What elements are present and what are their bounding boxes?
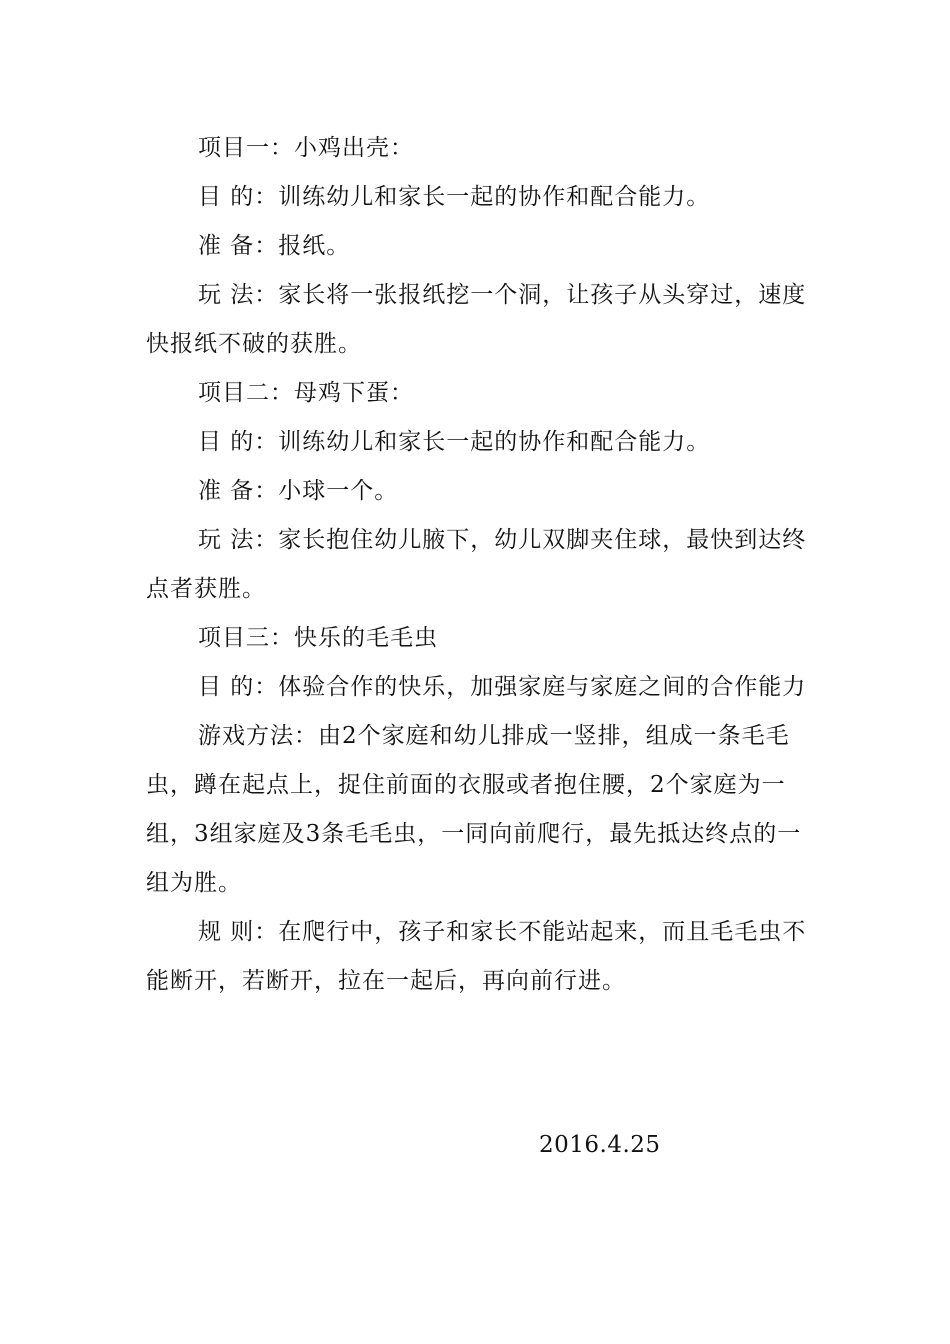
project-2-preparation: 准 备：小球一个。 bbox=[198, 478, 399, 504]
project-1-title: 项目一：小鸡出壳： bbox=[198, 135, 414, 161]
project-1-rules: 玩 法：家长将一张报纸挖一个洞，让孩子从头穿过，速度快报纸不破的获胜。 bbox=[146, 282, 807, 357]
project-1-goal: 目 的：训练幼儿和家长一起的协作和配合能力。 bbox=[198, 184, 711, 210]
project-3-title: 项目三：快乐的毛毛虫 bbox=[198, 625, 438, 651]
document-body bbox=[146, 124, 812, 1006]
project-3-goal: 目 的：体验合作的快乐，加强家庭与家庭之间的合作能力 bbox=[198, 674, 807, 700]
project-2-rules: 玩 法：家长抱住幼儿腋下，幼儿双脚夹住球，最快到达终点者获胜。 bbox=[146, 527, 807, 602]
project-2-goal: 目 的：训练幼儿和家长一起的协作和配合能力。 bbox=[198, 429, 711, 455]
project-3-method: 游戏方法：由2个家庭和幼儿排成一竖排，组成一条毛毛虫，蹲在起点上，捉住前面的衣服或者抱住腰，2个家庭为一组，3组家庭及3条毛毛虫，一同向前爬行，最先抵达终点的一组为胜。 bbox=[146, 723, 802, 896]
project-2-title: 项目二：母鸡下蛋： bbox=[198, 380, 414, 406]
project-3-rules: 规 则：在爬行中，孩子和家长不能站起来，而且毛毛虫不能断开，若断开，拉在一起后，再向前行进。 bbox=[146, 919, 807, 994]
project-1-preparation: 准 备：报纸。 bbox=[198, 233, 351, 259]
document-date: 2016.4.25 bbox=[539, 1132, 661, 1158]
